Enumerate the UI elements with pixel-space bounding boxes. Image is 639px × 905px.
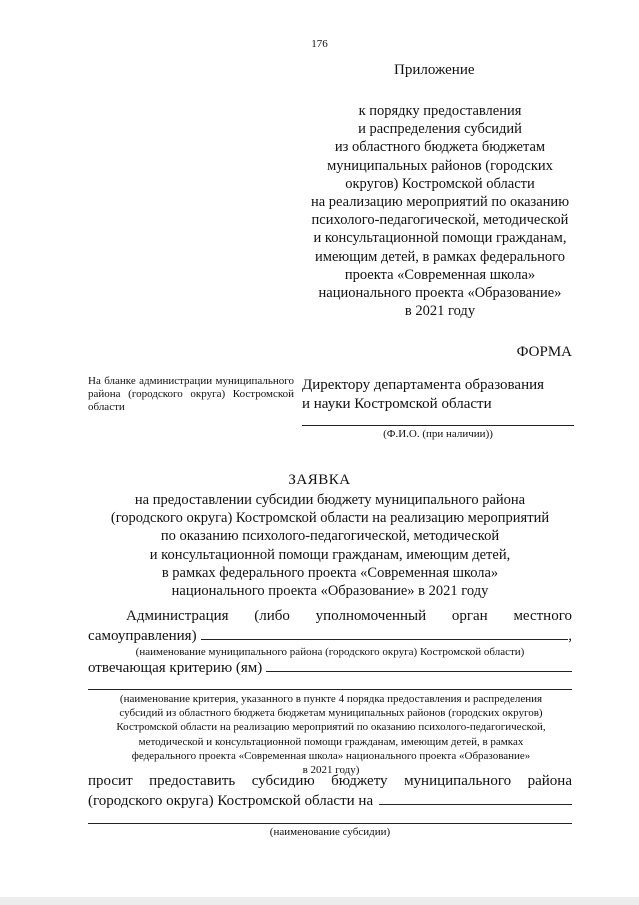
appendix-line: к порядку предоставления bbox=[358, 103, 522, 119]
criteria-caption-line: (наименование критерия, указанного в пункте 4 порядка предоставления и распределения bbox=[119, 693, 543, 705]
appendix-line: психолого-педагогической, методической bbox=[311, 212, 569, 229]
addressee-line: Директору департамента образования bbox=[302, 377, 545, 393]
comma: , bbox=[568, 628, 572, 644]
body-word: Администрация bbox=[126, 608, 229, 624]
appendix-line: национального проекта «Образование» bbox=[318, 285, 562, 302]
addressee bbox=[302, 376, 544, 414]
body-word: предоставить bbox=[149, 773, 236, 789]
criteria-label: отвечающая критерию (ям) bbox=[88, 660, 263, 676]
body-word: бюджету bbox=[331, 773, 388, 789]
appendix-text bbox=[296, 102, 584, 320]
criteria-caption-line: в 2021 году) bbox=[302, 764, 360, 777]
subsidy-field-line2[interactable] bbox=[88, 823, 572, 824]
scan-edge bbox=[0, 897, 639, 905]
municipality-caption: (наименование муниципального района (городского округа) Костромской области) bbox=[135, 646, 525, 658]
form-label: ФОРМА bbox=[516, 344, 572, 360]
appendix-line: проекта «Современная школа» bbox=[344, 266, 536, 283]
request-label: (городского округа) Костромской области на bbox=[88, 793, 374, 809]
criteria-field[interactable] bbox=[266, 659, 572, 672]
addressee-line: и науки Костромской области bbox=[302, 396, 492, 412]
appendix-line: в 2021 году bbox=[404, 303, 476, 320]
criteria-caption bbox=[96, 692, 566, 777]
fio-caption: (Ф.И.О. (при наличии)) bbox=[383, 428, 493, 440]
criteria-caption-line: субсидий из областного бюджета бюджетам муниципальных районов (городских округов) bbox=[119, 707, 543, 720]
body-word: муниципального bbox=[404, 773, 512, 789]
application-line: (городского округа) Костромской области на реализацию мероприятий bbox=[110, 510, 550, 527]
appendix-line: на реализацию мероприятий по оказанию bbox=[310, 194, 570, 211]
application-line: в рамках федерального проекта «Современная школа» bbox=[161, 564, 499, 581]
application-line: по оказанию психолого-педагогической, методической bbox=[160, 528, 500, 545]
body-word: местного bbox=[513, 608, 572, 624]
criteria-caption-line: Костромской области на реализацию мероприятий по оказанию психолого-педагогической, bbox=[116, 721, 546, 734]
criteria-field-line2[interactable] bbox=[88, 689, 572, 690]
application-subtitle bbox=[88, 491, 572, 600]
application-line: на предоставлении субсидии бюджету муниципального района bbox=[134, 492, 526, 508]
criteria-caption-line: методической и консультационной помощи гражданам, имеющим детей, в рамках bbox=[138, 735, 524, 748]
subsidy-caption: (наименование субсидии) bbox=[269, 826, 391, 838]
application-title: ЗАЯВКА bbox=[288, 472, 351, 488]
appendix-line: имеющим детей, в рамках федерального bbox=[315, 248, 565, 265]
request-line-2 bbox=[88, 792, 572, 810]
application-line: национального проекта «Образование» в 2021 году bbox=[171, 583, 489, 600]
appendix-line: и консультационной помощи гражданам, bbox=[313, 230, 567, 247]
body-word: уполномоченный bbox=[315, 608, 427, 624]
body-word: (либо bbox=[254, 608, 290, 624]
subsidy-field[interactable] bbox=[379, 792, 572, 805]
appendix-line: муниципальных районов (городских bbox=[327, 157, 553, 174]
self-government-line bbox=[88, 627, 572, 645]
fio-field-line[interactable] bbox=[302, 425, 574, 426]
appendix-line: и распределения субсидий bbox=[358, 121, 522, 138]
body-word: района bbox=[527, 773, 572, 789]
application-line: и консультационной помощи гражданам, имеющим детей, bbox=[149, 546, 511, 563]
self-government-label: самоуправления) bbox=[88, 628, 197, 644]
appendix-line: округов) Костромской области bbox=[345, 175, 535, 192]
appendix-title: Приложение bbox=[394, 62, 475, 78]
municipality-field[interactable] bbox=[201, 627, 569, 640]
letterhead-note: На бланке администрации муниципального района (городского округа) Костромской области bbox=[88, 375, 294, 413]
criteria-line bbox=[88, 659, 572, 677]
administration-line bbox=[88, 608, 572, 625]
criteria-caption-line: федерального проекта «Современная школа» национального проекта «Образование» bbox=[131, 749, 531, 762]
appendix-line: из областного бюджета бюджетам bbox=[334, 139, 546, 156]
body-word: орган bbox=[451, 608, 488, 624]
body-word: просит bbox=[88, 773, 133, 789]
body-word: субсидию bbox=[251, 773, 315, 789]
request-line bbox=[88, 773, 572, 790]
page-number: 176 bbox=[311, 38, 328, 50]
